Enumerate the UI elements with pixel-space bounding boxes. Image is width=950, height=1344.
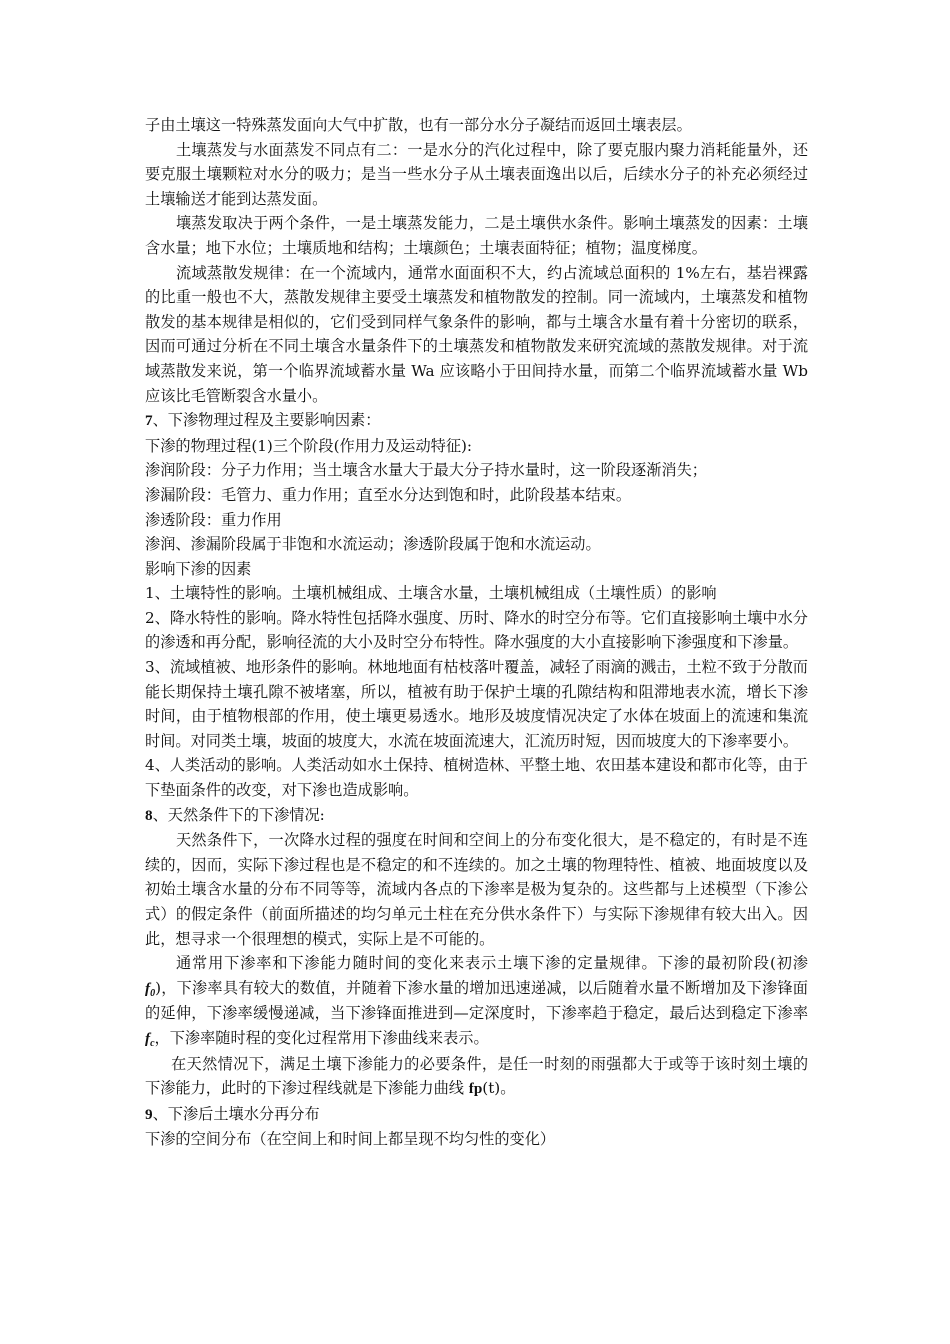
initial-infiltration-symbol <box>145 980 155 997</box>
text-run: 在天然情况下，满足土壤下渗能力的必要条件，是任一时刻的雨强都大于或等于该时刻土壤的下渗能力，此时的下渗过程线就是下渗能力曲线 <box>145 1054 808 1098</box>
symbol-subscript: c <box>150 1037 155 1049</box>
paragraph: 壤蒸发取决于两个条件，一是土壤蒸发能力，二是土壤供水条件。影响土壤蒸发的因素：土壤含水量；地下水位；土壤质地和结构；土壤颜色；土壤表面特征；植物；温度梯度。 <box>145 214 808 257</box>
paragraph: 下渗的物理过程(1)三个阶段(作用力及运动特征): <box>145 436 473 455</box>
paragraph <box>145 1052 808 1102</box>
paragraph: 渗漏阶段：毛管力、重力作用；直至水分达到饱和时，此阶段基本结束。 <box>145 485 631 504</box>
section-title: 、天然条件下的下渗情况: <box>152 805 325 824</box>
section-heading-8 <box>145 803 808 829</box>
document-page <box>145 113 808 1152</box>
stable-infiltration-symbol <box>145 1030 155 1047</box>
symbol-base: f <box>145 1029 151 1047</box>
paragraph: 渗透阶段：重力作用 <box>145 510 282 529</box>
paragraph: 天然条件下，一次降水过程的强度在时间和空间上的分布变化很大，是不稳定的，有时是不连续的，因而，实际下渗过程也是不稳定的和不连续的。加之土壤的物理特性、植被、地面坡度以及初始土壤含水量的分布不同等等，流域内各点的下渗率是极为复杂的。这些都与上述模型（下渗公式）的假定条件（前面所描述的均匀单元土柱在充分供水条件下）与实际下渗规律有较大出入。因此，想寻求一个很理想的模式，实际上是不可能的。 <box>145 831 808 948</box>
paragraph: 渗润、渗漏阶段属于非饱和水流运动；渗透阶段属于饱和水流运动。 <box>145 535 601 554</box>
list-item: 1、土壤特性的影响。土壤机械组成、土壤含水量，土壤机械组成（土壤性质）的影响 <box>145 584 717 603</box>
paragraph: 影响下渗的因素 <box>145 559 252 578</box>
text-run: ，下渗率随时程的变化过程常用下渗曲线来表示。 <box>154 1028 489 1047</box>
section-number: 9 <box>145 1105 153 1123</box>
section-title: 、下渗后土壤水分再分布 <box>152 1104 320 1123</box>
text-run: (t)。 <box>482 1079 516 1098</box>
text-run: 通常用下渗率和下渗能力随时间的变化来表示土壤下渗的定量规律。下渗的最初阶段(初渗 <box>176 954 808 973</box>
text-run: )，下渗率具有较大的数值，并随着下渗水量的增加迅速递减，以后随着水量不断增加及下渗锋面的延伸，下渗率缓慢递减，当下渗锋面推进到—定深度时，下渗率趋于稳定，最后达到稳定下渗率 <box>145 978 808 1023</box>
paragraph <box>145 951 808 1051</box>
section-number: 8 <box>145 806 153 824</box>
symbol-base: f <box>145 979 151 997</box>
section-number: 7 <box>145 412 153 430</box>
list-item: 3、流域植被、地形条件的影响。林地地面有枯枝落叶覆盖，减轻了雨滴的溅击，土粒不致于分散而能长期保持土壤孔隙不被堵塞，所以，植被有助于保护土壤的孔隙结构和阻滞地表水流，增长下渗时间，由于植物根部的作用，使土壤更易透水。地形及坡度情况决定了水体在坡面上的流速和集流时间。对同类土壤，坡面的坡度大，水流在坡面流速大，汇流历时短，因而坡度大的下渗率要小。 <box>145 658 808 750</box>
section-heading-9 <box>145 1102 808 1128</box>
symbol-subscript: 0 <box>150 987 156 999</box>
paragraph: 渗润阶段：分子力作用；当土壤含水量大于最大分子持水量时，这一阶段逐渐消失； <box>145 461 707 480</box>
paragraph: 土壤蒸发与水面蒸发不同点有二：一是水分的汽化过程中，除了要克服内聚力消耗能量外，还要克服土壤颗粒对水分的吸力；是当一些水分子从土壤表面逸出以后，后续水分子的补充必须经过土壤输送才能到达蒸发面。 <box>145 140 808 208</box>
paragraph: 子由土壤这一特殊蒸发面向大气中扩散，也有一部分水分子凝结而返回土壤表层。 <box>145 116 692 134</box>
paragraph: 流域蒸散发规律：在一个流域内，通常水面面积不大，约占流域总面积的 1%左右，基岩裸露的比重一般也不大，蒸散发规律主要受土壤蒸发和植物散发的控制。同一流域内，土壤蒸发和植物散发的基本规律是相似的，它们受到同样气象条件的影响，都与土壤含水量有着十分密切的联系，因而可通过分析在不同土壤含水量条件下的土壤蒸发和植物散发来研究流域的蒸散发规律。对于流域蒸散发来说，第一个临界流域蓄水量 Wa 应该略小于田间持水量，而第二个临界流域蓄水量 Wb 应该比毛管断裂含水量小。 <box>145 263 808 405</box>
section-heading-7 <box>145 408 808 434</box>
list-item: 2、降水特性的影响。降水特性包括降水强度、历时、降水的时空分布等。它们直接影响土壤中水分的渗透和再分配，影响径流的大小及时空分布特性。降水强度的大小直接影响下渗强度和下渗量。 <box>145 608 808 652</box>
section-title: 、下渗物理过程及主要影响因素： <box>152 411 381 430</box>
capacity-curve-symbol: fp <box>468 1080 483 1098</box>
list-item: 4、人类活动的影响。人类活动如水土保持、植树造林、平整土地、农田基本建设和都市化等，由于下垫面条件的改变，对下渗也造成影响。 <box>145 756 808 800</box>
paragraph: 下渗的空间分布（在空间上和时间上都呈现不均匀性的变化） <box>145 1130 556 1149</box>
